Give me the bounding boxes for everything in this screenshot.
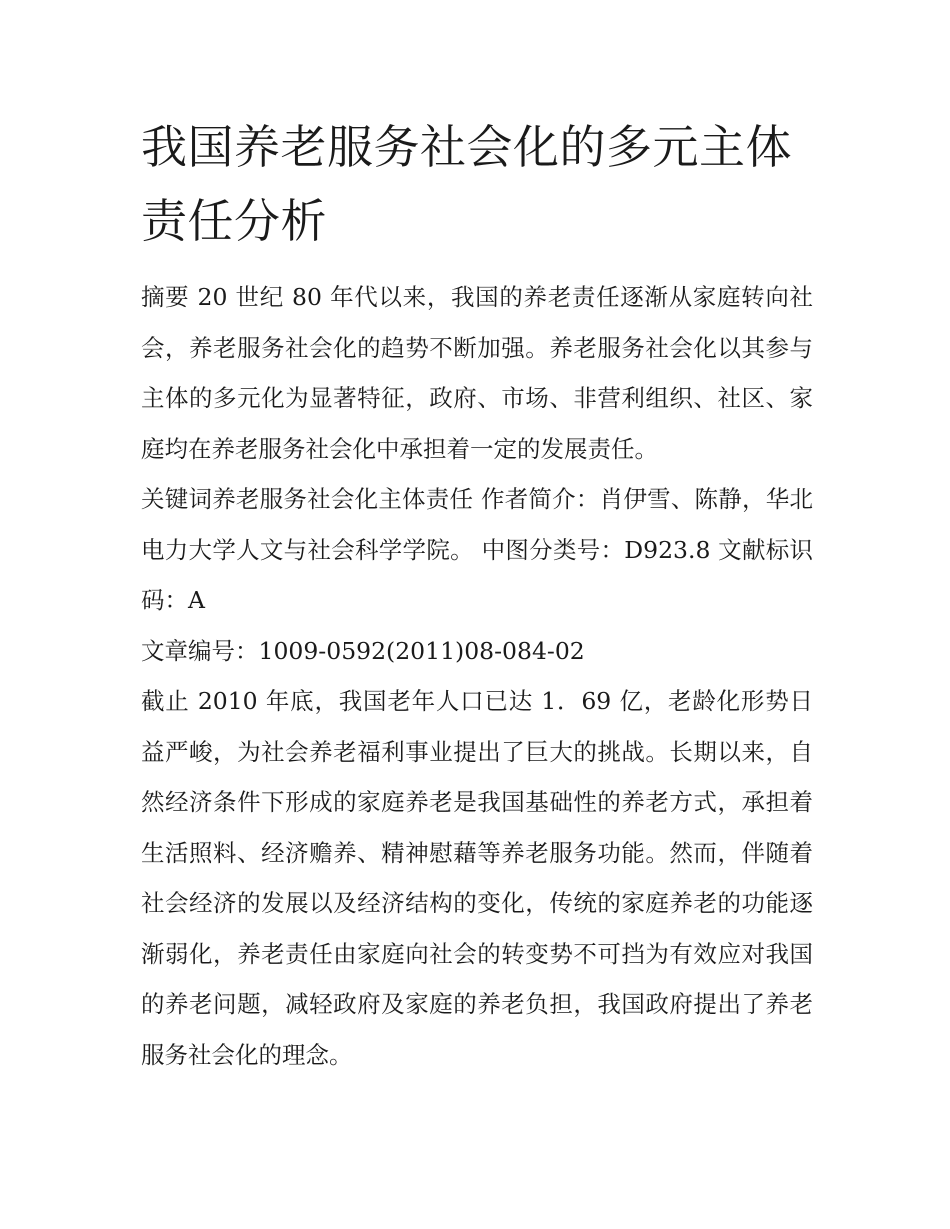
article-number: 文章编号：1009-0592(2011)08-084-02 bbox=[141, 636, 585, 665]
keywords-paragraph: 关键词养老服务社会化主体责任 作者简介：肖伊雪、陈静，华北电力大学人文与社会科学学院。 中图分类号：D923.8 文献标识码：A bbox=[141, 485, 813, 614]
document-title: 我国养老服务社会化的多元主体责任分析 bbox=[141, 120, 792, 248]
body-paragraph: 截止 2010 年底，我国老年人口已达 1．69 亿，老龄化形势日益严峻，为社会养老福利事业提出了巨大的挑战。长期以来，自然经济条件下形成的家庭养老是我国基础性的养老方式，承担着生活照料、经济赡养、精神慰藉等养老服务功能。然而，伴随着社会经济的发展以及经济结构的变化，传统的家庭养老的功能逐渐弱化，养老责任由家庭向社会的转变势不可挡为有效应对我国的养老问题，减轻政府及家庭的养老负担，我国政府提出了养老服务社会化的理念。 bbox=[141, 687, 813, 1069]
abstract-paragraph: 摘要 20 世纪 80 年代以来，我国的养老责任逐渐从家庭转向社会，养老服务社会化的趋势不断加强。养老服务社会化以其参与主体的多元化为显著特征，政府、市场、非营利组织、社区、家庭均在养老服务社会化中承担着一定的发展责任。 bbox=[141, 283, 813, 463]
document-page bbox=[141, 110, 813, 1080]
